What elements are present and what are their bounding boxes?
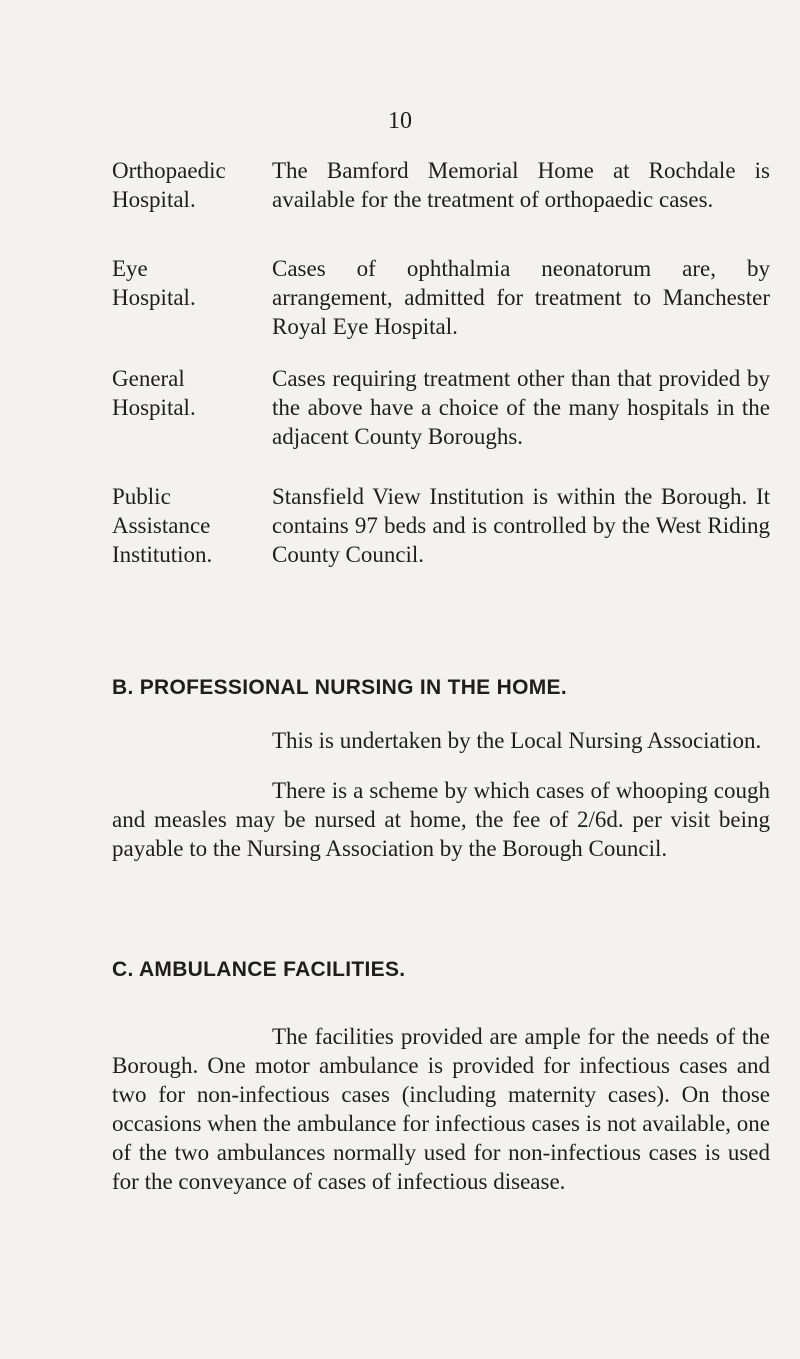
page-number: 10	[388, 108, 412, 134]
section-c-heading: C. AMBULANCE FACILITIES.	[112, 958, 406, 981]
section-b-paragraph-1: This is undertaken by the Local Nursing Association.	[272, 728, 762, 753]
section-b-paragraph-2: There is a scheme by which cases of whooping cough and measles may be nursed at home, the fee of 2/6d. per visit being payable to the Nursing Association by the Borough Council.	[112, 778, 770, 861]
eye-hospital-label: Eye Hospital.	[112, 256, 196, 310]
eye-hospital-text: Cases of ophthalmia neonatorum are, by arrangement, admitted for treatment to Manchester Royal Eye Hospital.	[272, 256, 770, 339]
section-c-paragraph-1: The facilities provided are ample for the needs of the Borough. One motor ambulance is provided for infectious cases and two for non-infectious cases (including maternity cases). On those occasions when the ambulance for infectious cases is not available, one of the two ambulances normally used for non-infectious cases is used for the conveyance of cases of infectious disease.	[112, 1024, 770, 1194]
section-b-heading: B. PROFESSIONAL NURSING IN THE HOME.	[112, 676, 567, 699]
orthopaedic-hospital-text: The Bamford Memorial Home at Rochdale is available for the treatment of orthopaedic cases.	[272, 158, 770, 212]
public-assistance-text: Stansfield View Institution is within the Borough. It contains 97 beds and is controlled by the West Riding County Council.	[272, 484, 770, 567]
general-hospital-label: General Hospital.	[112, 366, 196, 420]
orthopaedic-hospital-label: Orthopaedic Hospital.	[112, 158, 226, 212]
public-assistance-label: Public Assistance Institution.	[112, 484, 213, 567]
general-hospital-text: Cases requiring treatment other than that provided by the above have a choice of the many hospitals in the adjacent County Boroughs.	[272, 366, 770, 449]
